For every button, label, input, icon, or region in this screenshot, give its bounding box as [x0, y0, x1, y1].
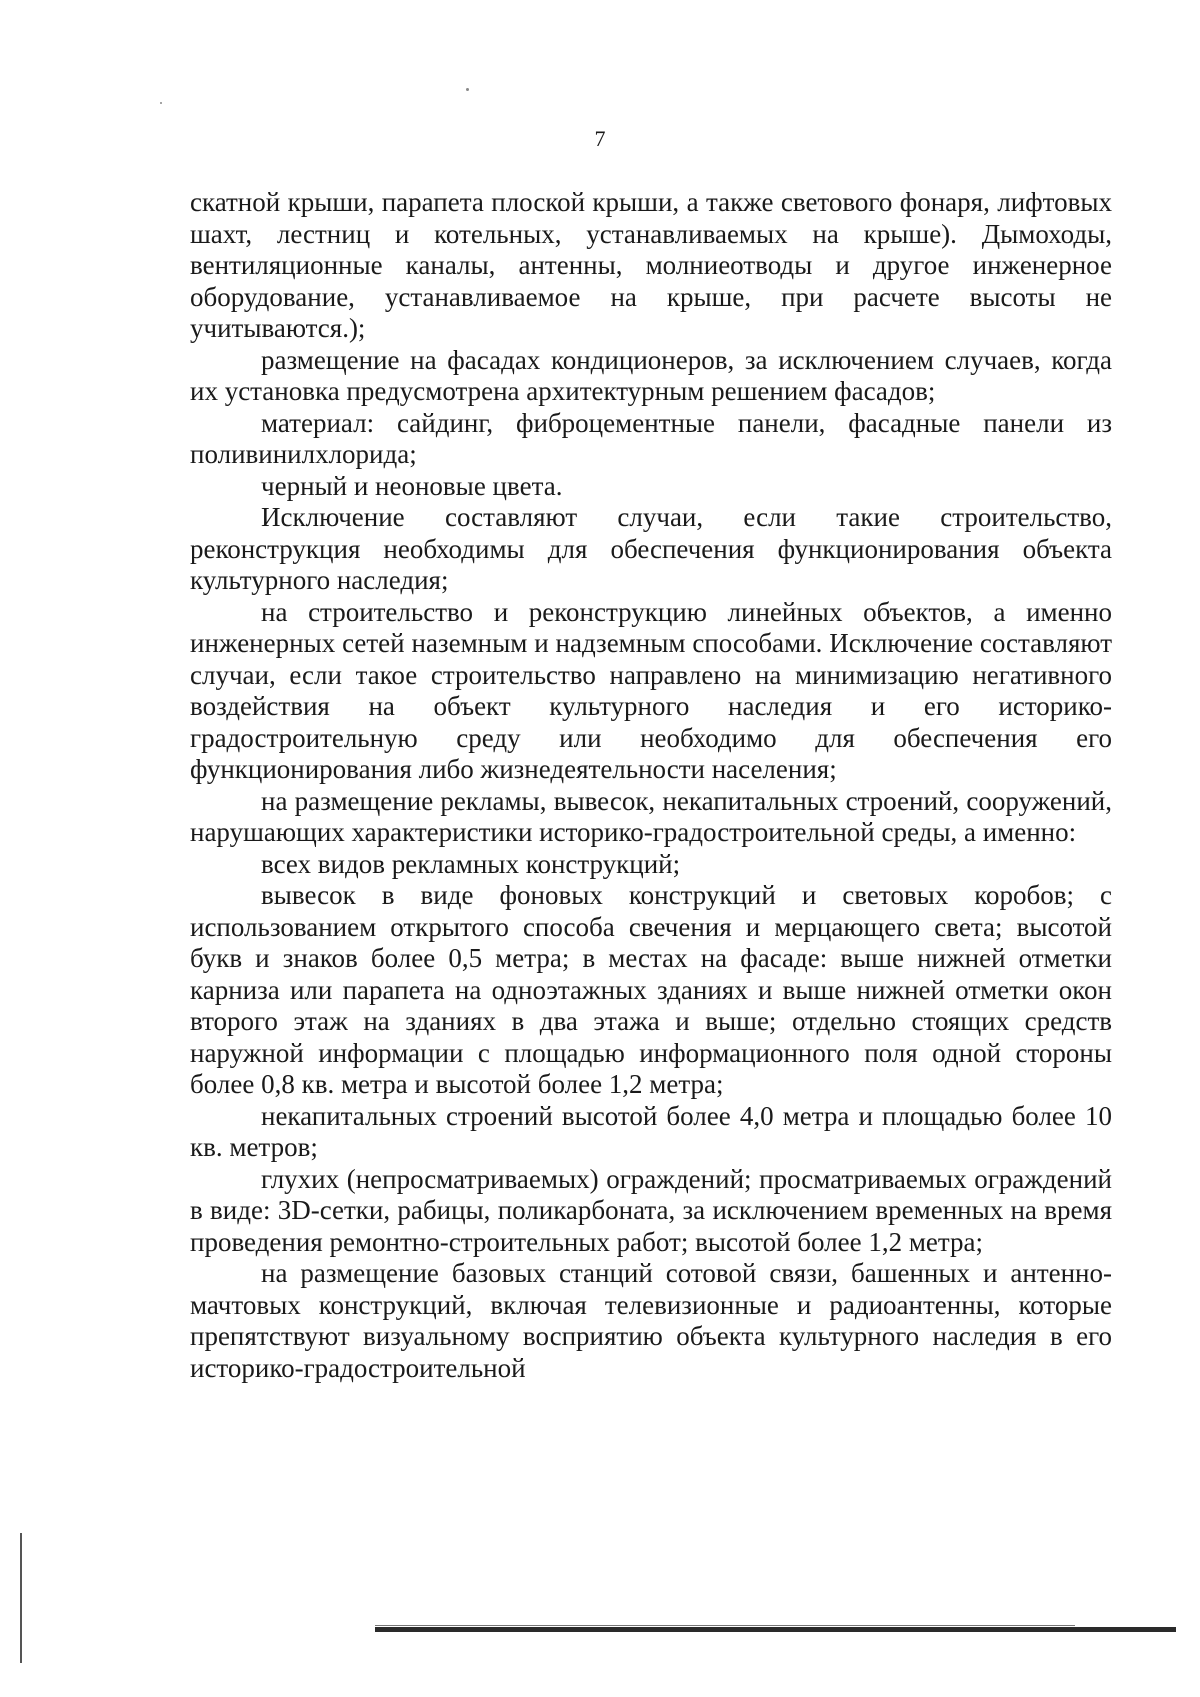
paragraph-fences: глухих (непросматриваемых) ограждений; просматриваемых ограждений в виде: 3D-сетки, рабицы, поликарбоната, за исключением временных на время проведения ремонтно-строительных работ; высотой более 1,2 метра;: [190, 1163, 1112, 1257]
paragraph-non-capital-buildings: некапитальных строений высотой более 4,0 метра и площадью более 10 кв. метров;: [190, 1100, 1112, 1162]
document-body: [190, 187, 1112, 1384]
paragraph-base-stations: на размещение базовых станций сотовой связи, башенных и антенно-мачтовых конструкций, включая телевизионные и радиоантенны, которые препятствуют визуальному восприятию объекта культурного наследия в его историко-градостроительной: [190, 1258, 1112, 1383]
scan-edge-line-bottom: [375, 1627, 1176, 1632]
scan-speck: [466, 88, 469, 91]
paragraph-signboards: вывесок в виде фоновых конструкций и световых коробов; с использованием открытого способа свечения и мерцающего света; высотой букв и знаков более 0,5 метра; в местах на фасаде: выше нижней отметки карниза или парапета на одноэтажных зданиях и выше нижней отметки окон второго этаж на зданиях в два этажа и выше; отдельно стоящих средств наружной информации с площадью информационного поля одной стороны более 0,8 кв. метра и высотой более 1,2 метра;: [190, 880, 1112, 1099]
page-number: 7: [594, 126, 606, 151]
scan-speck: [160, 102, 162, 104]
scan-edge-line-bottom-thin: [375, 1625, 1075, 1626]
paragraph-colors: черный и неоновые цвета.: [261, 470, 563, 501]
scan-edge-line-left: [20, 1533, 22, 1663]
paragraph-linear-objects: на строительство и реконструкцию линейных объектов, а именно инженерных сетей наземным и надземным способами. Исключение составляют случаи, если такое строительство направлено на минимизацию негативного воздействия на объект культурного наследия и его историко-градостроительную среду или необходимо для обеспечения его функционирования либо жизнедеятельности населения;: [190, 596, 1112, 784]
paragraph-advertising: на размещение рекламы, вывесок, некапитальных строений, сооружений, нарушающих характеристики историко-градостроительной среды, а именно:: [190, 785, 1112, 847]
paragraph-ad-structures: всех видов рекламных конструкций;: [261, 848, 681, 879]
paragraph-air-conditioners: размещение на фасадах кондиционеров, за исключением случаев, когда их установка предусмотрена архитектурным решением фасадов;: [190, 344, 1112, 406]
paragraph-roof-height-continuation: скатной крыши, парапета плоской крыши, а также светового фонаря, лифтовых шахт, лестниц и котельных, устанавливаемых на крыше). Дымоходы, вентиляционные каналы, антенны, молниеотводы и другое инженерное оборудование, устанавливаемое на крыше, при расчете высоты не учитываются.);: [190, 187, 1112, 343]
paragraph-exception-heritage: Исключение составляют случаи, если такие строительство, реконструкция необходимы для обеспечения функционирования объекта культурного наследия;: [190, 502, 1112, 595]
paragraph-facade-materials: материал: сайдинг, фиброцементные панели, фасадные панели из поливинилхлорида;: [190, 407, 1112, 469]
